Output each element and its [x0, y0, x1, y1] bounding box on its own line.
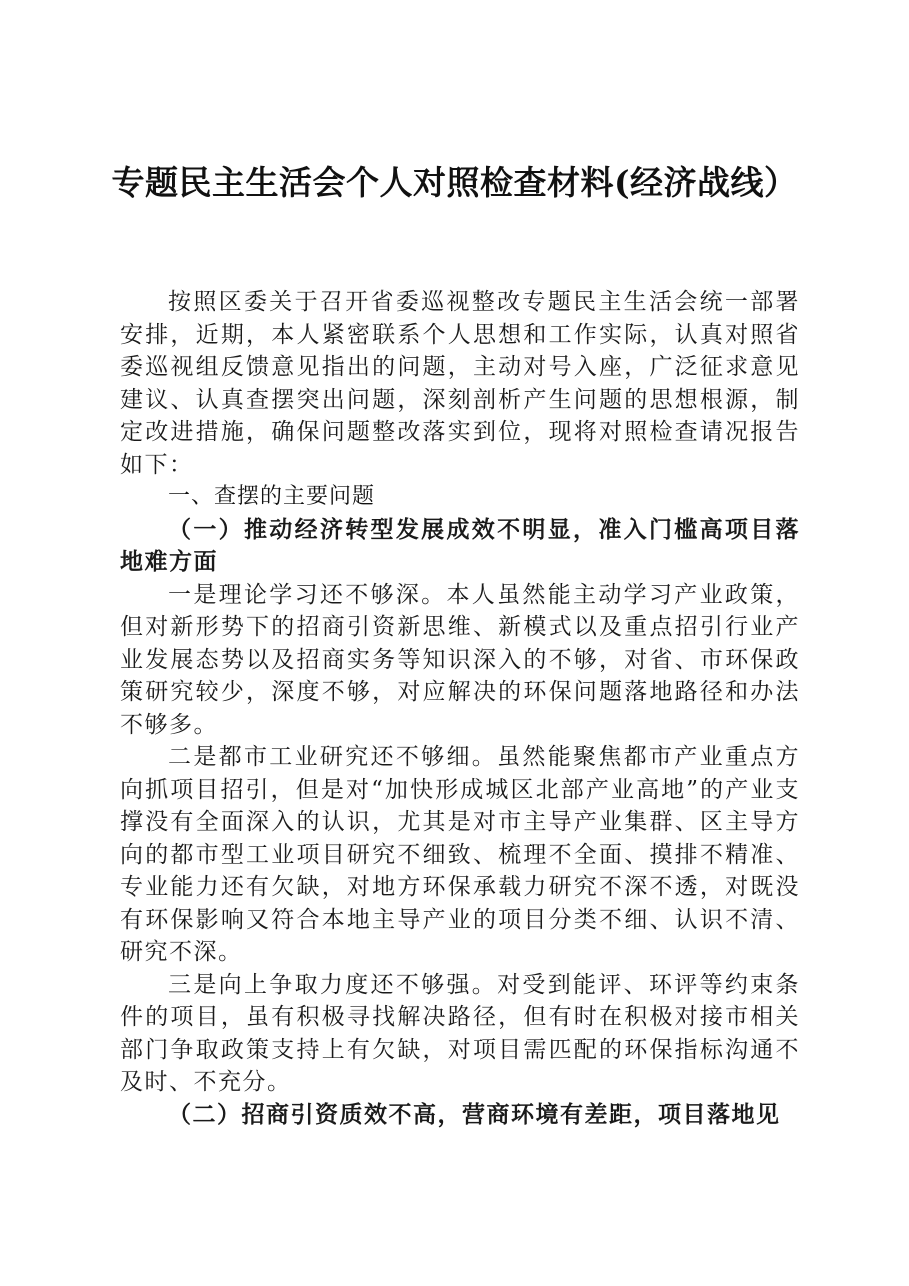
intro-paragraph: 按照区委关于召开省委巡视整改专题民主生活会统一部署安排，近期，本人紧密联系个人思想和工作实际，认真对照省委巡视组反馈意见指出的问题，主动对号入座，广泛征求意见建议、认真查摆突出问题，深刻剖析产生问题的思想根源，制定改进措施，确保问题整改落实到位，现将对照检查请况报告如下： [120, 289, 800, 478]
document-title: 专题民主生活会个人对照检查材料(经济战线） [111, 163, 798, 202]
subsection-heading-2: （二）招商引资质效不高，营商环境有差距，项目落地见 [168, 1100, 781, 1128]
document-body [120, 286, 800, 1131]
point-paragraph-2: 二是都市工业研究还不够细。虽然能聚焦都市产业重点方向抓项目招引，但是对“加快形成城区北部产业高地”的产业支撑没有全面深入的认识，尤其是对市主导产业集群、区主导方向的都市型工业项目研究不细致、梳理不全面、摸排不精准、专业能力还有欠缺，对地方环保承载力研究不深不透，对既没有环保影响又符合本地主导产业的项目分类不细、认识不清、研究不深。 [120, 744, 800, 965]
subsection-heading: （一）推动经济转型发展成效不明显，准入门槛高项目落地难方面 [120, 515, 800, 575]
point-paragraph-3: 三是向上争取力度还不够强。对受到能评、环评等约束条件的项目，虽有积极寻找解决路径，但有时在积极对接市相关部门争取政策支持上有欠缺，对项目需匹配的环保指标沟通不及时、不充分。 [120, 971, 800, 1095]
point-paragraph-1: 一是理论学习还不够深。本人虽然能主动学习产业政策，但对新形势下的招商引资新思维、新模式以及重点招引行业产业发展态势以及招商实务等知识深入的不够，对省、市环保政策研究较少，深度不够，对应解决的环保问题落地路径和办法不够多。 [120, 581, 800, 738]
section-heading: 一、查摆的主要问题 [168, 484, 376, 509]
